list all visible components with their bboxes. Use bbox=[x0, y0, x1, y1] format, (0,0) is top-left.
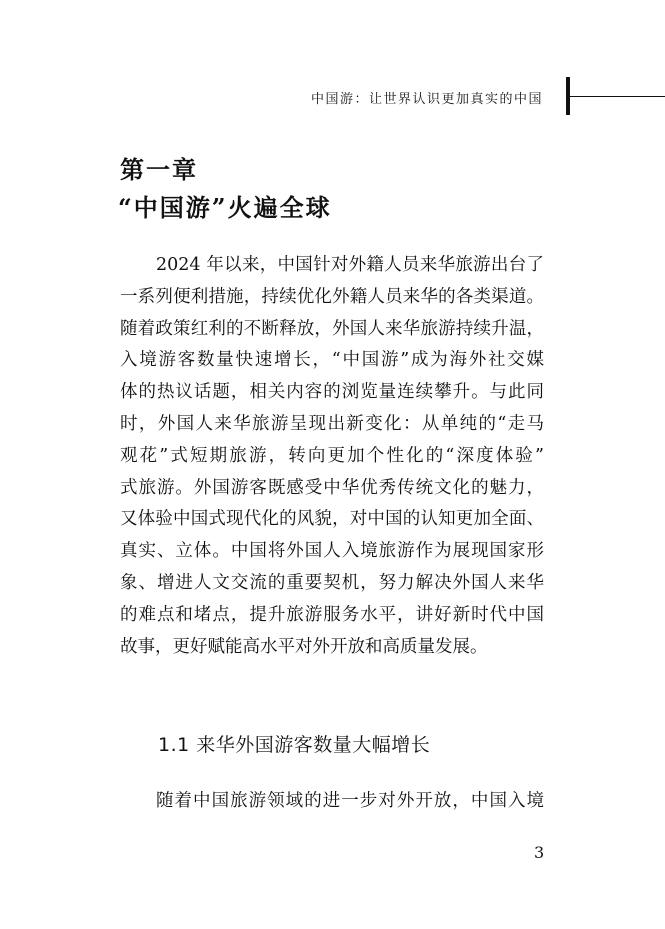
paragraph-line: 随着政策红利的不断释放，外国人来华旅游持续升温， bbox=[120, 318, 544, 339]
paragraph-line: 2024 年以来，中国针对外籍人员来华旅游出台了 bbox=[156, 255, 544, 275]
running-header: 中国游：让世界认识更加真实的中国 bbox=[310, 92, 543, 107]
section-paragraph-line: 随着中国旅游领域的进一步对外开放，中国入境 bbox=[156, 791, 544, 811]
section-heading: 1.1 来华外国游客数量大幅增长 bbox=[158, 734, 431, 756]
paragraph-line: 又体验中国式现代化的风貌，对中国的认知更加全面、 bbox=[120, 509, 544, 530]
intro-paragraph bbox=[120, 250, 544, 663]
paragraph-line: 象、增进人文交流的重要契机，努力解决外国人来华 bbox=[120, 572, 544, 593]
chapter-label: 第一章 bbox=[120, 155, 198, 184]
paragraph-line: 观花”式短期旅游，转向更加个性化的“深度体验” bbox=[120, 445, 544, 466]
page-number: 3 bbox=[534, 843, 545, 862]
paragraph-line: 入境游客数量快速增长，“中国游”成为海外社交媒 bbox=[120, 350, 544, 371]
paragraph-line: 式旅游。外国游客既感受中华优秀传统文化的魅力， bbox=[120, 477, 544, 498]
paragraph-line: 时，外国人来华旅游呈现出新变化：从单纯的“走马 bbox=[120, 413, 544, 434]
paragraph-line: 一系列便利措施，持续优化外籍人员来华的各类渠道。 bbox=[120, 286, 544, 307]
paragraph-line: 体的热议话题，相关内容的浏览量连续攀升。与此同 bbox=[120, 382, 544, 403]
paragraph-line: 故事，更好赋能高水平对外开放和高质量发展。 bbox=[120, 636, 488, 657]
header-rule bbox=[570, 96, 665, 97]
paragraph-line: 的难点和堵点，提升旅游服务水平，讲好新时代中国 bbox=[120, 604, 544, 625]
paragraph-line: 真实、立体。中国将外国人入境旅游作为展现国家形 bbox=[120, 541, 544, 562]
chapter-title: “中国游”火遍全球 bbox=[118, 193, 332, 222]
